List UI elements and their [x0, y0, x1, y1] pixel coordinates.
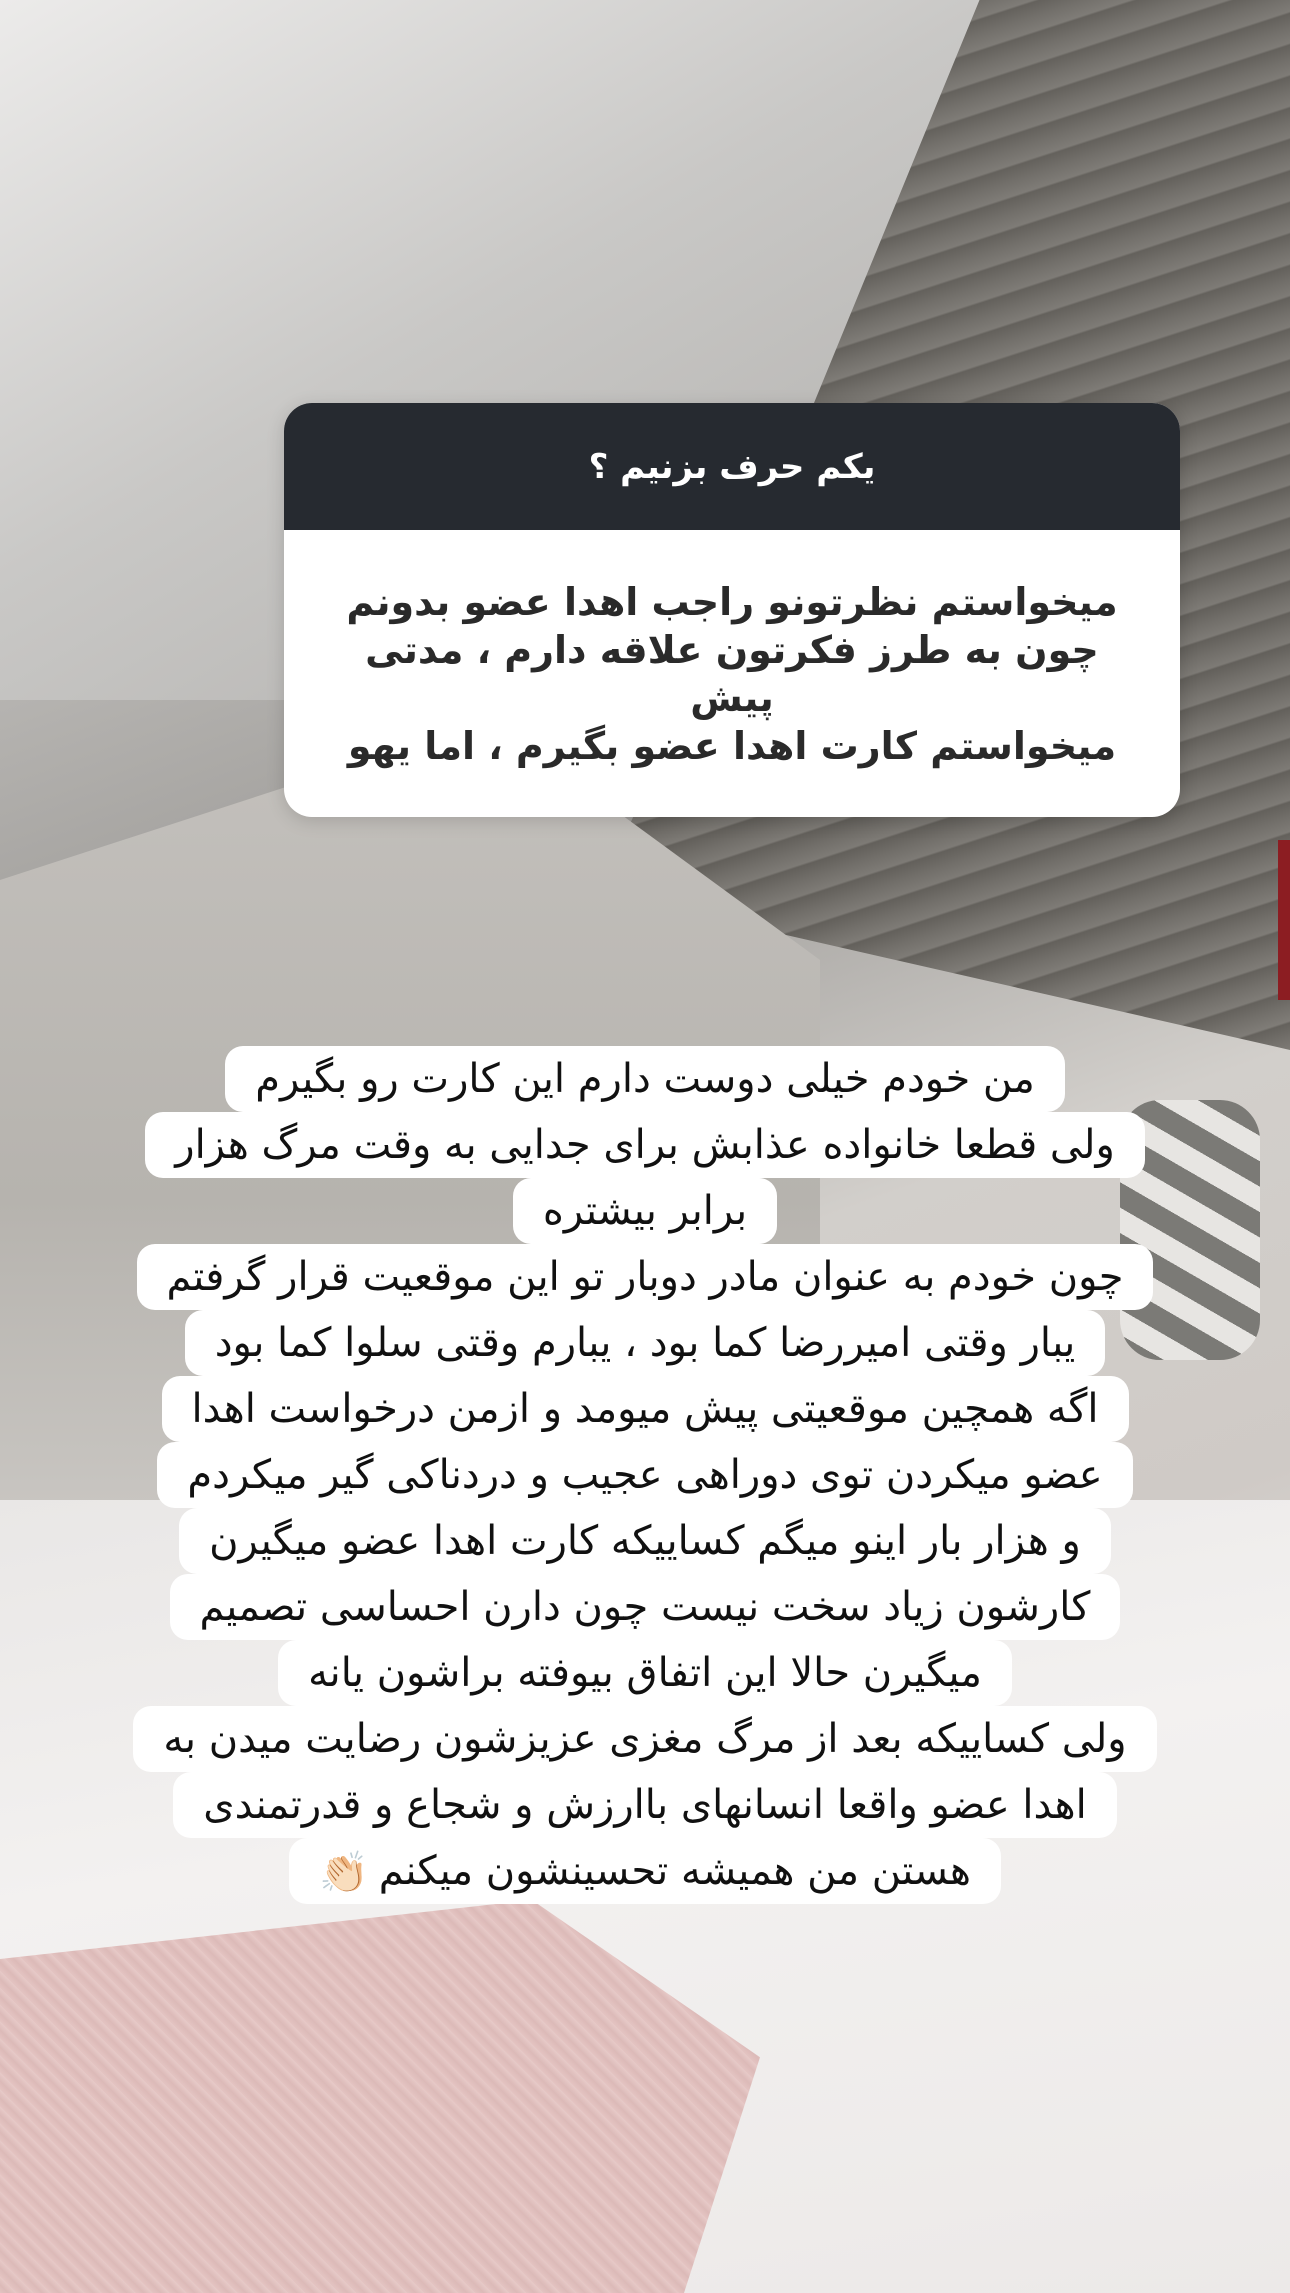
- question-answer: [284, 530, 1180, 817]
- text-line: کارشون زیاد سخت نیست چون دارن احساسی تصمیم: [170, 1574, 1121, 1640]
- story-text: [0, 1046, 1290, 1904]
- answer-line: میخواستم نظرتونو راجب اهدا عضو بدونم: [346, 579, 1118, 624]
- question-sticker[interactable]: [284, 403, 1180, 817]
- text-line: چون خودم به عنوان مادر دوبار تو این موقعیت قرار گرفتم: [137, 1244, 1154, 1310]
- text-line: اهدا عضو واقعا انسانهای باارزش و شجاع و قدرتمندی: [173, 1772, 1116, 1838]
- text-line-last: [289, 1838, 1001, 1904]
- text-line: ولی کساییکه بعد از مرگ مغزی عزیزشون رضایت میدن به: [133, 1706, 1156, 1772]
- text-line-content: هستن من همیشه تحسینشون میکنم: [378, 1848, 972, 1894]
- text-line: عضو میکردن توی دوراهی عجیب و دردناکی گیر میکردم: [157, 1442, 1132, 1508]
- text-line: و هزار بار اینو میگم کساییکه کارت اهدا عضو میگیرن: [179, 1508, 1111, 1574]
- text-line: اگه همچین موقعیتی پیش میومد و ازمن درخواست اهدا: [162, 1376, 1129, 1442]
- question-title: یکم حرف بزنیم ؟: [284, 403, 1180, 530]
- text-line: یبار وقتی امیررضا کما بود ، یبارم وقتی سلوا کما بود: [185, 1310, 1106, 1376]
- text-line: میگیرن حالا این اتفاق بیوفته براشون یانه: [278, 1640, 1012, 1706]
- answer-line: میخواستم کارت اهدا عضو بگیرم ، اما یهو: [347, 723, 1117, 768]
- text-line: برابر بیشتره: [513, 1178, 777, 1244]
- answer-line: چون به طرز فکرتون علاقه دارم ، مدتی پیش: [365, 627, 1099, 720]
- red-accent: [1278, 840, 1290, 1000]
- text-line: ولی قطعا خانواده عذابش برای جدایی به وقت مرگ هزار: [145, 1112, 1145, 1178]
- clapping-hands-icon: 👏🏻: [318, 1850, 369, 1896]
- text-line: من خودم خیلی دوست دارم این کارت رو بگیرم: [225, 1046, 1065, 1112]
